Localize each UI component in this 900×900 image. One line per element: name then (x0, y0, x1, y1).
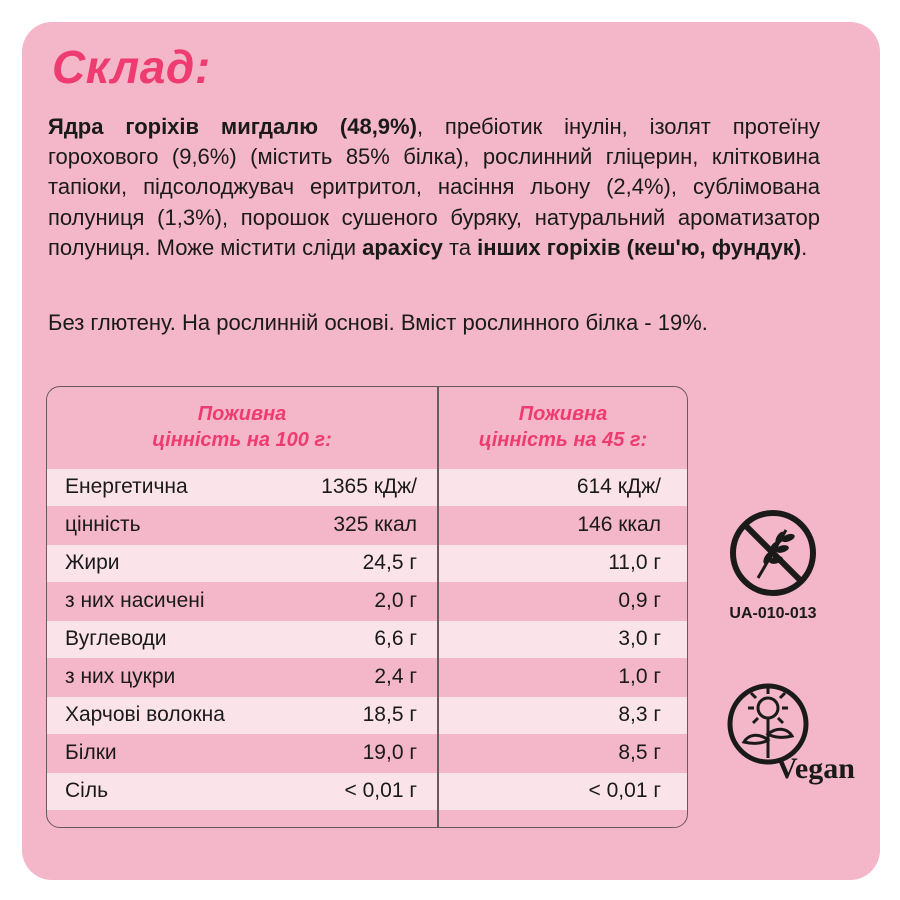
row-name: Енергетична (65, 475, 188, 498)
row-value-45g: 3,0 г (618, 627, 661, 650)
row-value-45g: < 0,01 г (588, 779, 661, 802)
header-per-45g (439, 401, 687, 453)
row-value-100g: 18,5 г (362, 703, 417, 726)
header-per-45g-line2: цінність на 45 г: (478, 429, 648, 451)
row-value-100g: 6,6 г (374, 627, 417, 650)
row-value-100g: 2,4 г (374, 665, 417, 688)
row-value-45g: 614 кДж/ (576, 475, 661, 498)
table-row (47, 545, 687, 582)
row-value-45g: 11,0 г (608, 551, 661, 574)
header-per-100g-line2: цінність на 100 г: (152, 429, 332, 451)
header-per-100g (47, 401, 437, 453)
table-row (47, 469, 687, 506)
gluten-free-icon (718, 508, 828, 603)
nutrition-table (46, 386, 688, 828)
table-row (47, 773, 687, 810)
row-value-100g: 19,0 г (362, 741, 417, 764)
row-name: Жири (65, 551, 120, 574)
vegan-label: Vegan (776, 752, 855, 785)
table-row (47, 735, 687, 772)
row-value-45g: 8,3 г (618, 703, 661, 726)
row-value-100g: 2,0 г (374, 589, 417, 612)
row-value-100g: 24,5 г (362, 551, 417, 574)
row-value-45g: 146 ккал (577, 513, 661, 536)
row-value-100g: 325 ккал (333, 513, 417, 536)
ingredients-bold-1: Ядра горіхів мигдалю (48,9%) (48, 114, 417, 139)
table-row (47, 621, 687, 658)
ingredients-bold-5: інших горіхів (кеш'ю, фундук) (477, 234, 802, 260)
row-name: Сіль (65, 779, 109, 802)
header-per-45g-line1: Поживна (518, 403, 608, 425)
ingredients-bold-3: арахісу (362, 234, 443, 260)
row-name: з них цукри (65, 665, 176, 688)
ingredients-text (48, 112, 820, 263)
ingredients-text-6: . (801, 234, 808, 260)
gluten-free-code: UA-010-013 (729, 605, 817, 622)
extra-info: Без глютену. На рослинній основі. Вміст рослинного білка - 19%. (48, 310, 708, 335)
header-per-100g-line1: Поживна (197, 403, 287, 425)
table-row (47, 659, 687, 696)
vegan-logo-icon (718, 680, 868, 795)
column-divider (437, 387, 439, 827)
row-value-100g: 1365 кДж/ (321, 475, 417, 498)
row-name: цінність (65, 513, 141, 536)
row-value-45g: 0,9 г (618, 589, 661, 612)
row-value-45g: 1,0 г (618, 665, 661, 688)
table-row (47, 583, 687, 620)
row-name: Вуглеводи (65, 627, 167, 650)
row-name: Білки (65, 741, 117, 764)
table-row (47, 507, 687, 544)
table-row (47, 697, 687, 734)
nutrition-table-header (47, 387, 687, 469)
composition-title: Склад: (52, 41, 211, 93)
row-name: Харчові волокна (65, 703, 225, 726)
row-value-45g: 8,5 г (618, 741, 661, 764)
row-name: з них насичені (65, 589, 205, 612)
row-value-100g: < 0,01 г (344, 779, 417, 802)
ingredients-text-2: , пребіотик інулін, ізолят протеїну горохового (9,6%) (містить 85% білка), рослинний гліцерин, клітковина тапіоки, підсолоджувач еритритол, насіння льону (2,4%), сублімована полуниця (1,3%), порошок сушеного буряку, натуральний ароматизатор полуниця. Може містити сліди (48, 114, 820, 260)
ingredients-text-4: та (442, 234, 478, 260)
